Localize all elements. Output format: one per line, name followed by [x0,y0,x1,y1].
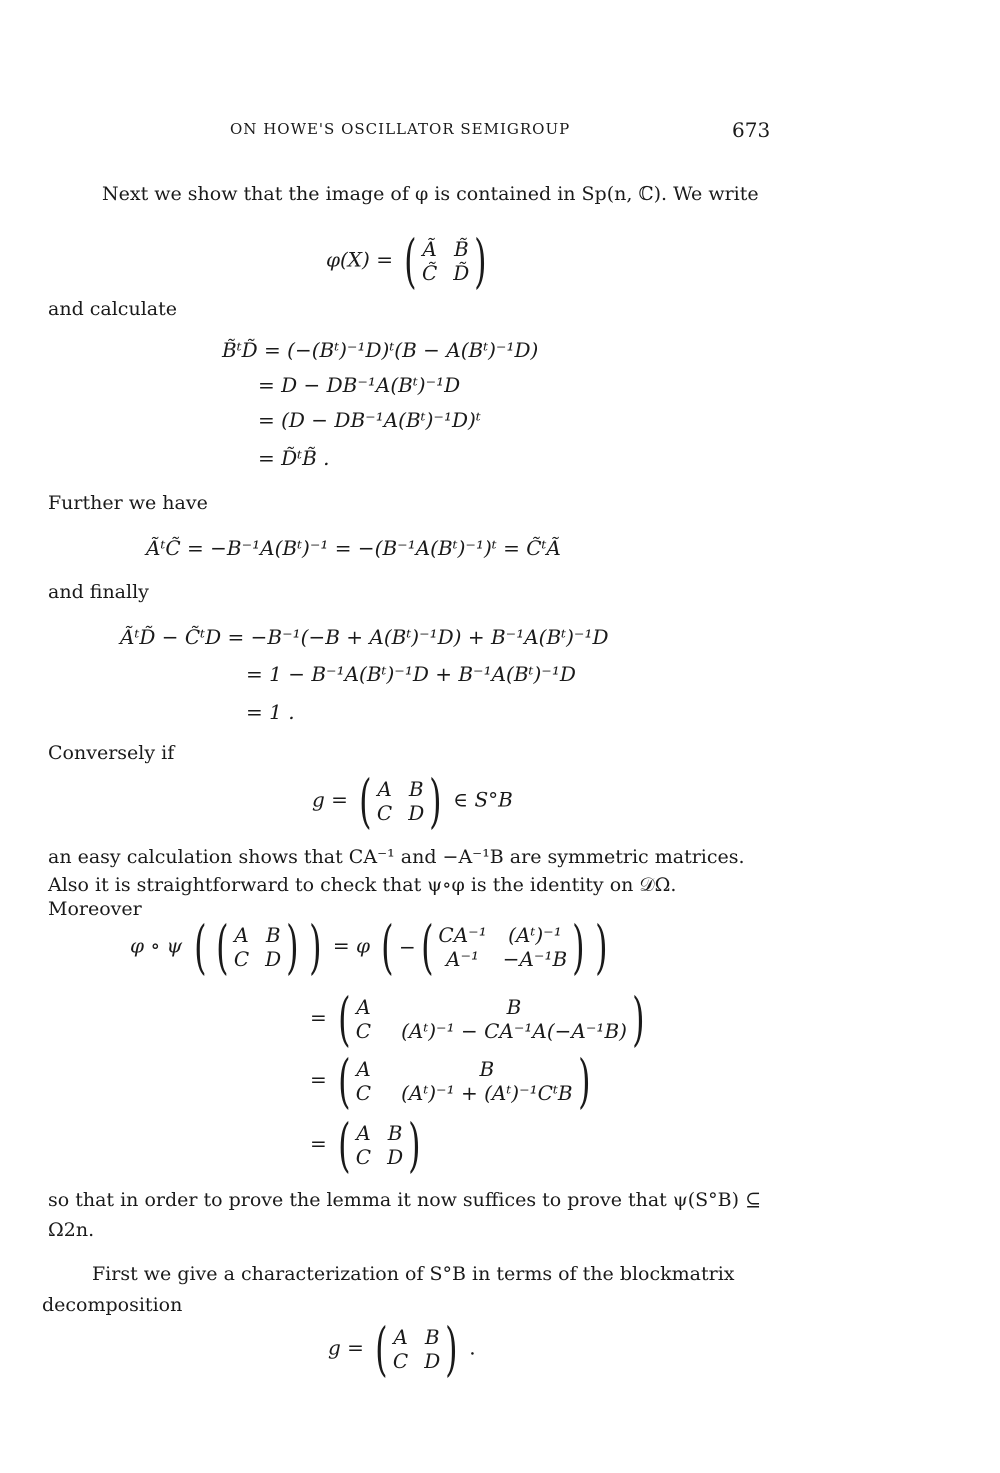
paragraph-7: Also it is straightforward to check that ψ∘φ is the identity on 𝒟Ω. Moreover [48,874,677,920]
matrix-entry: B [408,777,424,801]
comp-lhs: φ ∘ ψ [130,933,183,958]
comp-inner: ( − ( CA⁻¹ (Aᵗ)⁻¹ A⁻¹ −A⁻¹B ) ) [381,913,608,981]
g-end-matrix: ( A B C D ) [375,1315,458,1383]
equation-g-end [328,1315,476,1383]
comp-eq: = φ [332,933,370,958]
matrix-entry: A [377,777,392,801]
matrix-entry: D̃ [453,261,470,285]
calc1-line-2: = D − DB⁻¹A(Bᵗ)⁻¹D [258,373,461,397]
eq-sign: = [310,1131,327,1156]
step3-matrix: ( A B C D ) [338,1111,421,1179]
matrix-entry: D [424,1349,441,1373]
matrix-entry: C [233,947,250,971]
matrix-entry: B [387,1121,403,1145]
paragraph-4: and finally [48,581,149,603]
equation-composition [130,913,612,981]
g-lhs: g = [312,787,348,812]
paragraph-9: First we give a characterization of S°B in terms of the blockmatrix [92,1263,735,1285]
matrix-entry: B [424,1325,440,1349]
equation-step-2 [310,1047,595,1115]
matrix-entry: B [506,995,522,1019]
matrix-entry: A [234,923,249,947]
calc3-line-1: ÃᵗD̃ − C̃ᵗD = −B⁻¹(−B + A(Bᵗ)⁻¹D) + B⁻¹A(Bᵗ)⁻¹D [120,625,609,649]
g-matrix: ( A B C D ) [359,767,442,835]
matrix-entry: A [393,1325,408,1349]
calc1-line-4: = D̃ᵗB̃ . [258,446,330,470]
matrix-entry: C [355,1145,372,1169]
matrix-entry: C [392,1349,409,1373]
minus-sign: − [398,935,416,959]
equation-g [312,767,513,835]
matrix-entry: D [265,947,282,971]
matrix-entry: A [356,1057,371,1081]
step2-matrix: ( A B C (Aᵗ)⁻¹ + (Aᵗ)⁻¹CᵗB ) [338,1047,591,1115]
matrix-entry: D [387,1145,404,1169]
g-lhs: g = [328,1335,364,1360]
calc3-line-3: = 1 . [246,700,295,724]
calc1-line-3: = (D − DB⁻¹A(Bᵗ)⁻¹D)ᵗ [258,408,481,432]
matrix-entry: C [376,801,393,825]
eq-sign: = [310,1005,327,1030]
matrix-entry: B [479,1057,495,1081]
equation-phi-def [326,227,492,295]
paragraph-9b: decomposition [42,1294,183,1316]
matrix-entry: Ã [422,237,437,261]
matrix-entry: A⁻¹ [446,947,480,971]
paragraph-8b: Ω2n. [48,1219,95,1241]
equation-step-3 [310,1111,426,1179]
running-title: ON HOWE'S OSCILLATOR SEMIGROUP [230,120,571,138]
eq-sign: = [310,1067,327,1092]
matrix-entry: C̃ [421,261,438,285]
g-rhs: ∈ S°B [453,787,513,812]
calc1-line-1: B̃ᵗD̃ = (−(Bᵗ)⁻¹D)ᵗ(B − A(Bᵗ)⁻¹D) [222,338,539,362]
page-number: 673 [732,118,771,142]
phi-def-lhs: φ(X) = [326,247,393,272]
calc3-line-2: = 1 − B⁻¹A(Bᵗ)⁻¹D + B⁻¹A(Bᵗ)⁻¹D [246,662,576,686]
matrix-entry: B [265,923,281,947]
matrix-entry: A [356,995,371,1019]
matrix-entry: A [356,1121,371,1145]
calc2: ÃᵗC̃ = −B⁻¹A(Bᵗ)⁻¹ = −(B⁻¹A(Bᵗ)⁻¹)ᵗ = C̃ᵗÃ [146,536,561,560]
equation-step-1 [310,985,650,1053]
matrix-entry: −A⁻¹B [502,947,568,971]
matrix-entry: C [355,1081,372,1105]
matrix-entry: D [408,801,425,825]
paragraph-8: so that in order to prove the lemma it now suffices to prove that ψ(S°B) ⊆ [48,1189,762,1211]
matrix-entry: (Aᵗ)⁻¹ + (Aᵗ)⁻¹CᵗB [401,1081,573,1105]
matrix-entry: B̃ [453,237,469,261]
paragraph-1: Next we show that the image of φ is contained in Sp(n, ℂ). We write [102,183,759,205]
paragraph-5: Conversely if [48,742,175,764]
phi-def-matrix: ( Ã B̃ C̃ D̃ ) [404,227,487,295]
comp-arg: ( ( A B C D ) ) [193,913,322,981]
period: . [469,1335,476,1360]
step1-matrix: ( A B C (Aᵗ)⁻¹ − CA⁻¹A(−A⁻¹B) ) [338,985,645,1053]
paragraph-6: an easy calculation shows that CA⁻¹ and −A⁻¹B are symmetric matrices. [48,846,745,868]
matrix-entry: CA⁻¹ [438,923,487,947]
matrix-entry: C [355,1019,372,1043]
matrix-entry: (Aᵗ)⁻¹ − CA⁻¹A(−A⁻¹B) [401,1019,627,1043]
matrix-entry: (Aᵗ)⁻¹ [508,923,562,947]
paragraph-3: Further we have [48,492,208,514]
paragraph-2: and calculate [48,298,177,320]
